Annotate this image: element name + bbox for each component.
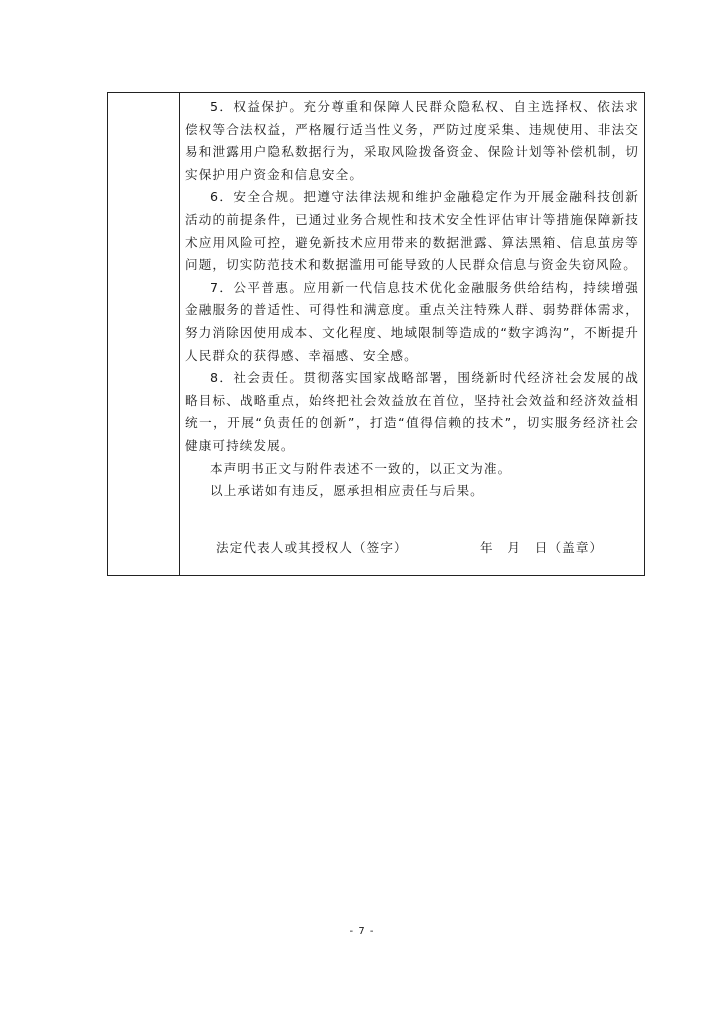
- declaration-table: [107, 92, 645, 576]
- clause-8-social-responsibility: 8．社会责任。贯彻落实国家战略部署，围绕新时代经济社会发展的战略目标、战略重点，始终把社会效益放在首位，坚持社会效益和经济效益相统一，开展“负责任的创新”，打造“值得信赖的技术”，切实服务经济社会健康可持续发展。: [185, 370, 639, 453]
- table-content-cell: [180, 93, 644, 575]
- commitment-statement: 以上承诺如有违反，愿承担相应责任与后果。: [210, 483, 484, 499]
- table-label-cell: [108, 93, 180, 575]
- clause-6-security-compliance: 6．安全合规。把遵守法律法规和维护金融稳定作为开展金融科技创新活动的前提条件，已通过业务合规性和技术安全性评估审计等措施保障新技术应用风险可控，避免新技术应用带来的数据泄露、算法黑箱、信息茧房等问题，切实防范技术和数据滥用可能导致的人民群众信息与资金失窃风险。: [185, 189, 639, 273]
- clause-7-fairness-inclusion: 7．公平普惠。应用新一代信息技术优化金融服务供给结构，持续增强金融服务的普适性、可得性和满意度。重点关注特殊人群、弱势群体需求，努力消除因使用成本、文化程度、地域限制等造成的“数字鸿沟”，不断提升人民群众的获得感、幸福感、安全感。: [185, 279, 639, 363]
- date-seal-label: 年 月 日（盖章）: [480, 540, 604, 555]
- signature-label: 法定代表人或其授权人（签字）: [216, 540, 408, 555]
- precedence-statement: 本声明书正文与附件表述不一致的，以正文为准。: [210, 460, 512, 476]
- page-number: - 7 -: [349, 926, 375, 937]
- clause-5-rights-protection: 5．权益保护。充分尊重和保障人民群众隐私权、自主选择权、依法求偿权等合法权益，严格履行适当性义务，严防过度采集、违规使用、非法交易和泄露用户隐私数据行为，采取风险拨备资金、保险计划等补偿机制，切实保护用户资金和信息安全。: [185, 99, 639, 182]
